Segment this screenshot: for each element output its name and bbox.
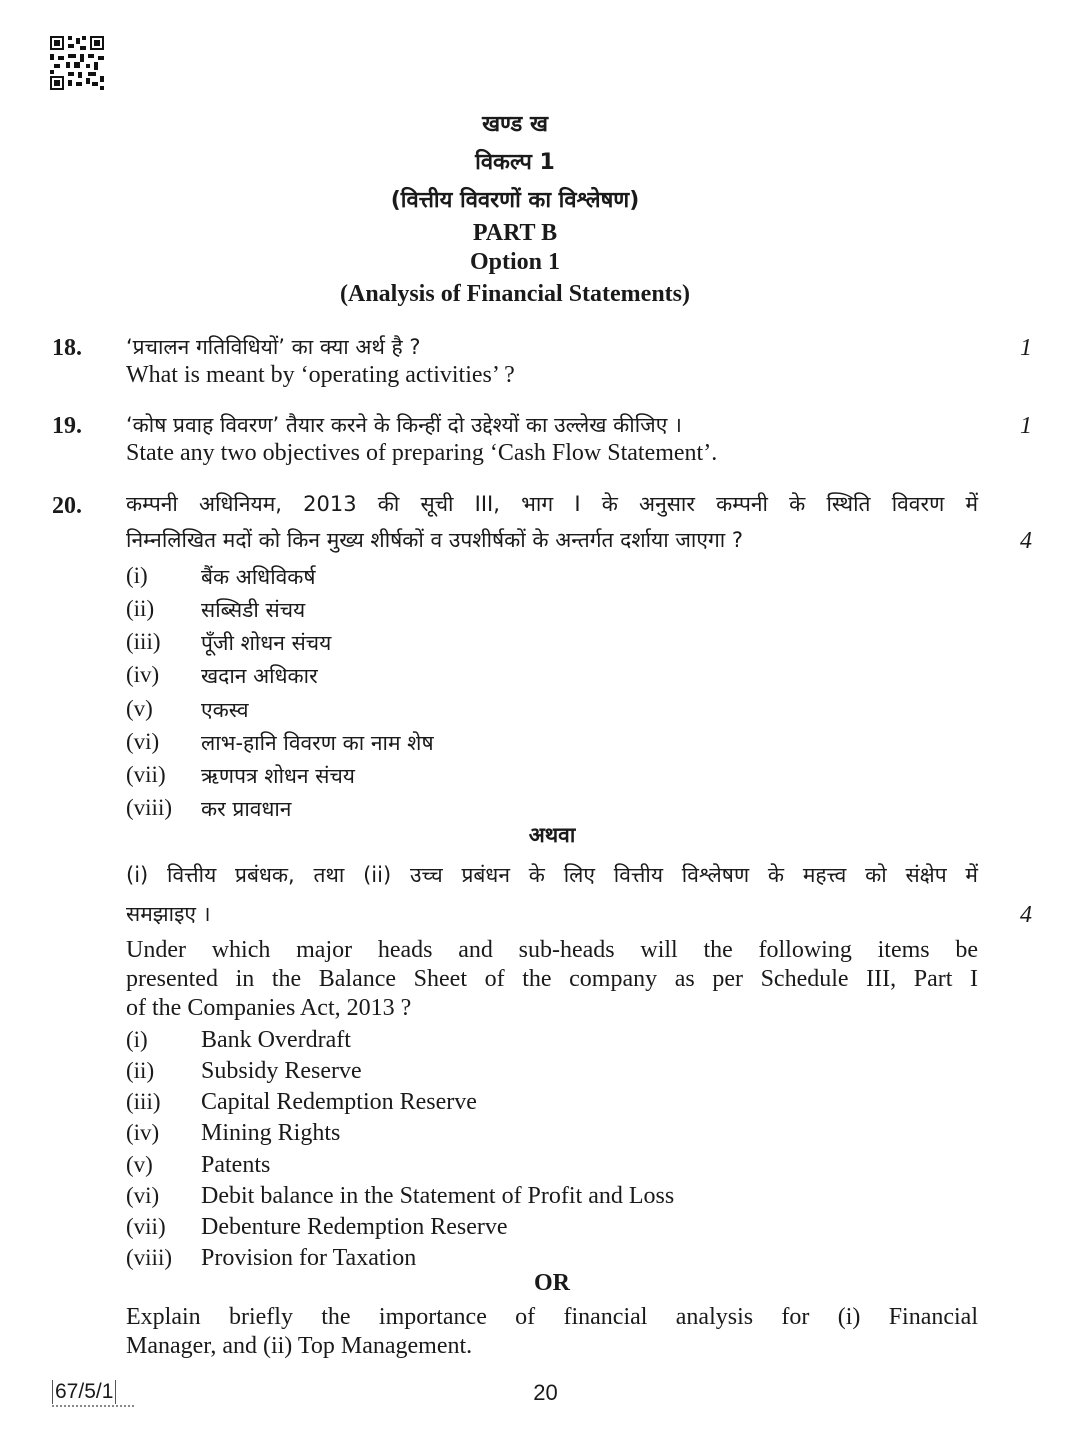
question-text: Explain briefly the importance of financial analysis for (i) Financial bbox=[126, 1304, 978, 1330]
question-text: presented in the Balance Sheet of the company as per Schedule III, Part I bbox=[126, 966, 978, 992]
item-text: Subsidy Reserve bbox=[201, 1058, 362, 1084]
item-text: ऋणपत्र शोधन संचय bbox=[201, 764, 355, 788]
item-numeral: (i) bbox=[126, 563, 148, 588]
item-numeral: (iii) bbox=[126, 1089, 161, 1114]
item-numeral: (vii) bbox=[126, 762, 166, 787]
item-numeral: (vi) bbox=[126, 729, 160, 754]
question-number: 18. bbox=[52, 335, 82, 361]
item-numeral: (vii) bbox=[126, 1214, 166, 1239]
item-text: लाभ-हानि विवरण का नाम शेष bbox=[201, 731, 434, 755]
page-number: 20 bbox=[533, 1380, 558, 1405]
item-text: Patents bbox=[201, 1152, 271, 1178]
item-numeral: (v) bbox=[126, 696, 153, 721]
item-text: कर प्रावधान bbox=[201, 797, 292, 821]
item-numeral: (ii) bbox=[126, 1058, 155, 1083]
section-title-hindi: खण्ड ख bbox=[482, 112, 548, 137]
item-numeral: (vi) bbox=[126, 1183, 160, 1208]
or-separator-hindi: अथवा bbox=[528, 823, 576, 847]
item-text: सब्सिडी संचय bbox=[201, 598, 306, 622]
item-numeral: (i) bbox=[126, 1027, 148, 1052]
question-number: 20. bbox=[52, 493, 82, 519]
option-title-hindi: विकल्प 1 bbox=[475, 150, 555, 175]
qr-code-icon bbox=[50, 36, 104, 90]
question-text: What is meant by ‘operating activities’ ? bbox=[126, 362, 515, 388]
item-numeral: (iv) bbox=[126, 1120, 160, 1145]
section-title: PART B bbox=[472, 220, 558, 246]
subject-title: (Analysis of Financial Statements) bbox=[340, 281, 690, 307]
question-text-hindi: निम्नलिखित मदों को किन मुख्य शीर्षकों व उपशीर्षकों के अन्तर्गत दर्शाया जाएगा ? bbox=[126, 528, 744, 552]
question-text-hindi: कम्पनी अधिनियम, 2013 की सूची III, भाग I के अनुसार कम्पनी के स्थिति विवरण में bbox=[126, 492, 978, 516]
question-marks: 1 bbox=[1020, 413, 1032, 439]
item-numeral: (iv) bbox=[126, 662, 160, 687]
item-text: Debit balance in the Statement of Profit and Loss bbox=[201, 1183, 675, 1209]
item-text: एकस्व bbox=[201, 698, 249, 722]
option-title: Option 1 bbox=[469, 249, 561, 275]
item-text: Debenture Redemption Reserve bbox=[201, 1214, 508, 1240]
question-marks: 4 bbox=[1020, 528, 1032, 554]
item-text: खदान अधिकार bbox=[201, 664, 318, 688]
item-numeral: (ii) bbox=[126, 596, 155, 621]
question-marks: 4 bbox=[1020, 902, 1032, 928]
question-text-hindi: (i) वित्तीय प्रबंधक, तथा (ii) उच्च प्रबंधन के लिए वित्तीय विश्लेषण के महत्त्व को संक्षेप में bbox=[126, 863, 978, 887]
item-numeral: (iii) bbox=[126, 629, 161, 654]
question-text: of the Companies Act, 2013 ? bbox=[126, 995, 412, 1021]
question-marks: 1 bbox=[1020, 335, 1032, 361]
question-text: Under which major heads and sub-heads will the following items be bbox=[126, 937, 978, 963]
item-text: Provision for Taxation bbox=[201, 1245, 417, 1271]
item-text: Mining Rights bbox=[201, 1120, 341, 1146]
question-text: State any two objectives of preparing ‘Cash Flow Statement’. bbox=[126, 440, 718, 466]
question-text-hindi: समझाइए । bbox=[126, 902, 211, 926]
item-text: Bank Overdraft bbox=[201, 1027, 351, 1053]
item-numeral: (viii) bbox=[126, 795, 172, 820]
question-text-hindi: ‘प्रचालन गतिविधियों’ का क्या अर्थ है ? bbox=[126, 335, 421, 359]
subject-title-hindi: (वित्तीय विवरणों का विश्लेषण) bbox=[390, 188, 640, 213]
or-separator: OR bbox=[534, 1270, 570, 1296]
item-text: बैंक अधिविकर्ष bbox=[201, 565, 316, 589]
question-text: Manager, and (ii) Top Management. bbox=[126, 1333, 473, 1359]
item-numeral: (viii) bbox=[126, 1245, 172, 1270]
item-text: पूँजी शोधन संचय bbox=[201, 631, 332, 655]
question-number: 19. bbox=[52, 413, 82, 439]
question-text-hindi: ‘कोष प्रवाह विवरण’ तैयार करने के किन्हीं दो उद्देश्यों का उल्लेख कीजिए । bbox=[126, 413, 682, 437]
item-numeral: (v) bbox=[126, 1152, 153, 1177]
paper-code-label: 67/5/1 bbox=[52, 1380, 116, 1404]
item-text: Capital Redemption Reserve bbox=[201, 1089, 477, 1115]
